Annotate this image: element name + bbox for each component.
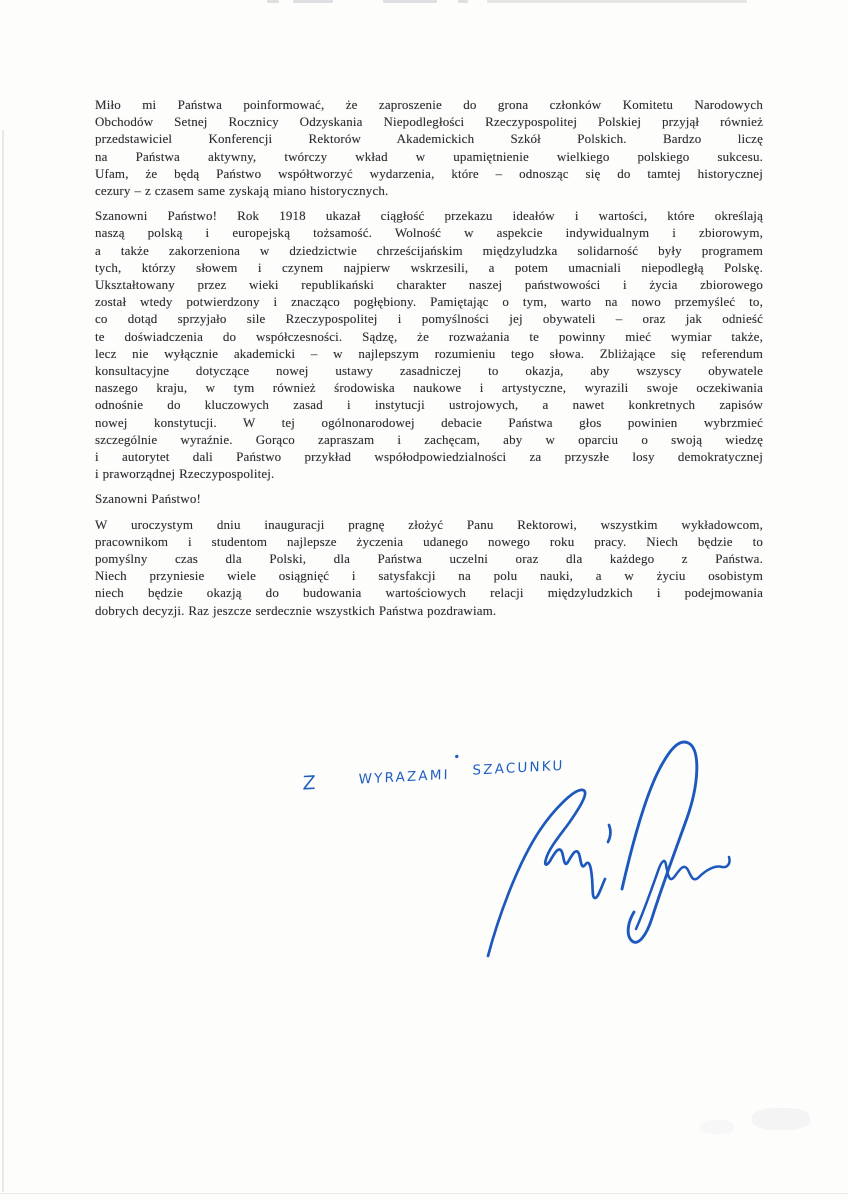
letter-line: konsultacyjne dotyczące nowej ustawy zasadniczej to okazja, aby wszyscy obywatele [95,363,763,379]
closing-word-2: wyrazami [358,766,450,788]
closing-word-1: Z [302,771,319,795]
letter-line: pomyślny czas dla Polski, dla Państwa uczelni oraz dla każdego z Państwa. [95,551,763,567]
letter-line: Ufam, że będą Państwo współtworzyć wydarzenia, które – odnosząc się do tamtej historycznej [95,165,763,181]
paragraph [95,96,763,199]
letter-line: co dotąd sprzyjało sile Rzeczypospolitej i pomyślności jej obywateli – oraz jak odnieść [95,311,763,327]
letter-line: lecz nie wyłącznie akademicki – w najlepszym rozumieniu tego słowa. Zbliżające się referendum [95,345,763,361]
handwritten-closing-and-signature [278,726,758,976]
letter-body [95,96,763,619]
letter-line: naszą polską i europejską tożsamość. Wolność w aspekcie indywidualnym i zbiorowym, [95,225,763,241]
letter-line: Ukształtowany przez wieki republikański charakter naszej państwowości i życia zbiorowego [95,277,763,293]
letter-line: niech będzie okazją do budowania wartościowych relacji międzyludzkich i podejmowania [95,585,763,601]
paragraph [95,516,763,619]
paragraph [95,207,763,482]
letter-line: nowej konstytucji. W tej ogólnonarodowej debacie Państwa głos powinien wybrzmieć [95,414,763,430]
scan-artifact-left-edge [2,130,4,1192]
scan-artifact-top-4 [458,0,468,3]
letter-line: Niech przyniesie wiele osiągnięć i satysfakcji na polu nauki, a w życiu osobistym [95,568,763,584]
letter-line: przedstawiciel Konferencji Rektorów Akademickich Szkół Polskich. Bardzo liczę [95,131,763,147]
letter-line: odnośnie do kluczowych zasad i instytucji ustrojowych, a nawet konkretnych zapisów [95,397,763,413]
letter-line: szczególnie wyraźnie. Gorąco zapraszam i zachęcam, aby w oparciu o swoją wiedzę [95,431,763,447]
i-dot [455,755,458,759]
scan-artifact-top-1 [267,0,279,3]
letter-line: Szanowni Państwo! Rok 1918 ukazał ciągłość przekazu ideałów i wartości, które określają [95,208,763,224]
scan-artifact-top-3 [383,0,437,3]
closing-word-3: szacunku [472,757,565,779]
handwritten-closing-line [302,749,564,794]
letter-line: i autorytet dali Państwo przykład współodpowiedzialności za przyszłe losy demokratycznej [95,449,763,465]
letter-line: na Państwa aktywny, twórczy wkład w upamiętnienie wielkiego polskiego sukcesu. [95,148,763,164]
scan-artifact-top-2 [293,0,333,3]
letter-line: i praworządnej Rzeczypospolitej. [95,466,275,482]
letter-line: Miło mi Państwa poinformować, że zaproszenie do grona członków Komitetu Narodowych [95,97,763,112]
paragraph [95,490,763,507]
letter-line: naszego kraju, w tym również środowiska naukowe i artystyczne, wyrazili swoje oczekiwania [95,380,763,396]
scan-artifact-bottom-edge [0,1193,848,1194]
letter-line: cezury – z czasem same zyskają miano historycznych. [95,183,389,199]
letter-line: W uroczystym dniu inauguracji pragnę złożyć Panu Rektorowi, wszystkim wykładowcom, [95,516,763,532]
scan-artifact-smudge-2 [700,1120,734,1134]
letter-line: a także zakorzeniona w dziedzictwie chrześcijańskim międzyludzka solidarność były programem [95,242,763,258]
letter-line: Szanowni Państwo! [95,491,201,507]
letter-line: te doświadczenia do współczesności. Sądzę, że rozważania te powinny mieć wymiar także, [95,328,763,344]
letter-line: dobrych decyzji. Raz jeszcze serdecznie wszystkich Państwa pozdrawiam. [95,602,497,618]
scan-artifact-top-5 [487,0,747,3]
letter-line: pracownikom i studentom najlepsze życzenia udanego nowego roku pracy. Niech będzie to [95,533,763,549]
scan-artifact-smudge-1 [752,1108,810,1130]
letter-line: tych, którzy słowem i czynem najpierw wskrzesili, a potem umacniali niepodległą Polskę. [95,259,763,275]
letter-line: został wtedy potwierdzony i znacząco pogłębiony. Pamiętając o tym, warto na nowo przemyśleć to, [95,294,763,310]
letter-line: Obchodów Setnej Rocznicy Odzyskania Niepodległości Rzeczypospolitej Polskiej przyjął również [95,114,763,130]
